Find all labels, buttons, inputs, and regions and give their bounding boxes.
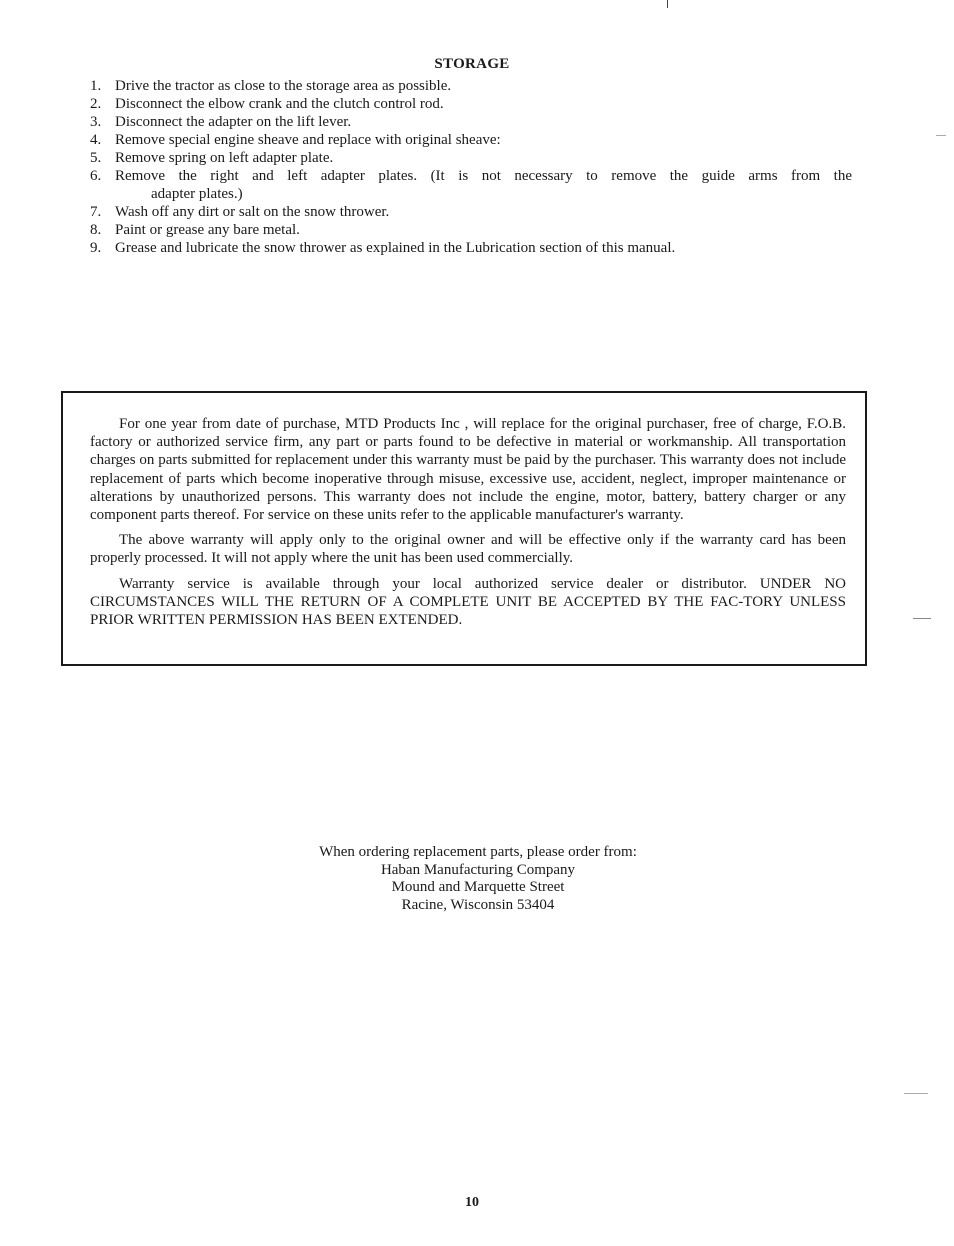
warranty-text (90, 415, 846, 636)
ordering-city: Racine, Wisconsin 53404 (401, 896, 555, 913)
step-text: Drive the tractor as close to the storage area as possible. (115, 78, 452, 94)
storage-step-1 (90, 77, 852, 95)
scan-mark (904, 1093, 928, 1094)
storage-step-3 (90, 113, 852, 131)
step-number: 6. (90, 168, 102, 184)
step-number: 7. (90, 204, 102, 220)
step-number: 5. (90, 150, 102, 166)
step-text: Remove spring on left adapter plate. (115, 150, 334, 166)
storage-step-8 (90, 221, 852, 239)
storage-step-5 (90, 149, 852, 167)
step-text-continuation: adapter plates.) (151, 186, 243, 202)
step-text: Disconnect the elbow crank and the clutch control rod. (115, 96, 444, 112)
step-text: Paint or grease any bare metal. (115, 222, 300, 238)
warranty-paragraph-coverage: For one year from date of purchase, MTD Products Inc , will replace for the original purchaser, free of charge, F.O.B. factory or authorized service firm, any part or parts found to be defective in material or workmanship. All transportation charges on parts submitted for replacement under this warranty must be paid by the purchaser. This warranty does not include replacement of parts which become inoperative through misuse, excessive use, accident, neglect, improper maintenance or alterations by unauthorized persons. This warranty does not include the engine, motor, battery, battery charger or any component parts thereof. For service on these units refer to the applicable manufacturer's warranty. (90, 416, 846, 524)
step-number: 4. (90, 132, 102, 148)
storage-step-6-continuation (90, 185, 852, 203)
step-number: 9. (90, 240, 102, 256)
step-number: 2. (90, 96, 102, 112)
step-number: 1. (90, 78, 102, 94)
storage-step-4 (90, 131, 852, 149)
step-number: 3. (90, 114, 102, 130)
storage-step-9 (90, 239, 852, 257)
warranty-paragraph-owner: The above warranty will apply only to the original owner and will be effective only if the warranty card has been properly processed. It will not apply where the unit has been used commercially. (90, 532, 846, 567)
warranty-box (61, 391, 867, 666)
step-text: Grease and lubricate the snow thrower as explained in the Lubrication section of this manual. (115, 240, 676, 256)
step-text: Wash off any dirt or salt on the snow thrower. (115, 204, 390, 220)
scan-mark (913, 618, 931, 619)
scan-mark (667, 0, 668, 8)
ordering-intro: When ordering replacement parts, please order from: (319, 844, 637, 860)
storage-steps-list (90, 77, 852, 257)
ordering-street: Mound and Marquette Street (391, 879, 565, 895)
scan-mark (936, 135, 946, 136)
warranty-paragraph-service: Warranty service is available through your local authorized service dealer or distributor. UNDER NO CIRCUMSTANCES WILL THE RETURN OF A COMPLETE UNIT BE ACCEPTED BY THE FAC-TORY UNLESS PRIOR WRITTEN PERMISSION HAS BEEN EXTENDED. (90, 575, 846, 629)
step-text: Disconnect the adapter on the lift lever. (115, 114, 352, 130)
step-text: Remove the right and left adapter plates. (It is not necessary to remove the guide arms from the (115, 168, 852, 184)
page-number: 10 (465, 1195, 479, 1210)
storage-step-7 (90, 203, 852, 221)
ordering-company: Haban Manufacturing Company (380, 861, 576, 878)
storage-step-2 (90, 95, 852, 113)
step-text: Remove special engine sheave and replace with original sheave: (115, 132, 501, 148)
ordering-address-block (270, 844, 686, 914)
storage-step-6 (90, 167, 852, 185)
storage-title: STORAGE (434, 56, 510, 72)
step-number: 8. (90, 222, 102, 238)
